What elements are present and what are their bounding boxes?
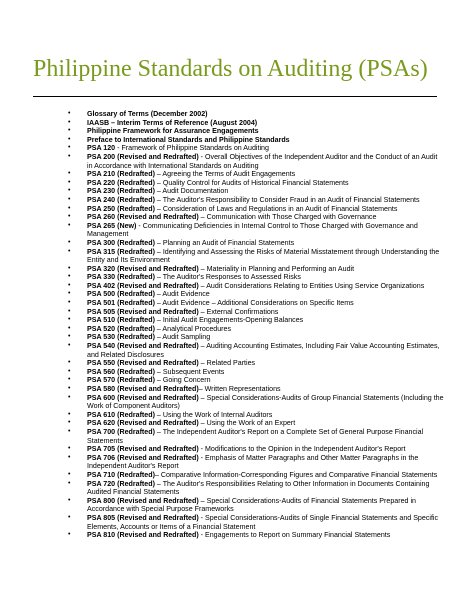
bullet-icon: • [68,118,71,126]
list-item [0,445,474,454]
bullet-icon: • [68,445,71,453]
list-item [0,325,474,334]
standard-code: PSA 120 [87,144,116,153]
bullet-icon: • [68,427,71,435]
standard-code: PSA 210 (Redrafted) [87,170,155,179]
standard-code: PSA 810 (Revised and Redrafted) [87,531,199,540]
standard-title: – The Independent Auditor's Report on a Complete Set of General Purpose Financial Statements [87,427,424,445]
standard-title: – The Auditor's Responsibility to Consider Fraud in an Audit of Financial Statements [154,195,420,204]
list-item [0,136,474,145]
list-item [0,222,474,239]
list-item [0,265,474,274]
list-item [0,411,474,420]
standard-title: – Audit Evidence – Additional Considerations on Specific Items [154,299,354,308]
standard-title: – Consideration of Laws and Regulations in an Audit of Financial Statements [154,204,398,213]
standard-code: PSA 700 (Redrafted) [87,427,155,436]
bullet-icon: • [68,419,71,427]
title-divider [33,96,437,97]
list-item [0,428,474,445]
standard-title: - Communicating Deficiencies in Internal Control to Those Charged with Governance and Management [87,221,418,239]
list-item [0,170,474,179]
standard-title: – Special Considerations-Audits of Financial Statements Prepared in Accordance with Special Purpose Frameworks [87,496,416,514]
list-item [0,110,474,119]
bullet-icon: • [68,247,71,255]
standard-code: PSA 320 (Revised and Redrafted) [87,264,199,273]
standard-title: – External Confirmations [198,307,279,316]
standard-code: PSA 580 (Revised and Redrafted) [87,385,199,393]
standard-code: PSA 315 (Redrafted) [87,247,155,256]
standard-code: PSA 300 (Redrafted) [87,238,155,247]
list-item [0,308,474,317]
bullet-icon: • [68,393,71,401]
standard-code: PSA 402 (Revised and Redrafted) [87,281,199,290]
standard-title: – Analytical Procedures [154,324,232,333]
standard-code: PSA 250 (Redrafted) [87,204,155,213]
bullet-icon: • [68,110,71,117]
list-item [0,282,474,291]
bullet-icon: • [68,479,71,487]
standard-code: PSA 805 (Revised and Redrafted) [87,513,199,522]
standard-title: – Subsequent Events [154,367,225,376]
bullet-icon: • [68,170,71,178]
list-item [0,144,474,153]
bullet-icon: • [68,187,71,195]
list-item [0,514,474,531]
bullet-icon: • [68,513,71,521]
standard-code: PSA 265 (New) [87,221,137,230]
standard-code: PSA 570 (Redrafted) [87,376,155,385]
standard-code: PSA 706 (Revised and Redrafted) [87,453,199,462]
standard-title: – The Auditor's Responses to Assessed Risks [154,273,301,282]
standard-code: PSA 610 (Redrafted) [87,410,155,419]
list-item [0,376,474,385]
bullet-icon: • [68,531,71,539]
bullet-icon: • [68,264,71,272]
standard-code: PSA 530 (Redrafted) [87,333,155,342]
standard-title: - Overall Objectives of the Independent Auditor and the Conduct of an Audit in Accordance with International Standards on Auditing [87,152,438,170]
standard-code: IAASB – Interim Terms of Reference (August 2004) [87,118,258,127]
bullet-icon: • [68,376,71,384]
bullet-icon: • [68,410,71,418]
bullet-icon: • [68,213,71,221]
standard-title: – Identifying and Assessing the Risks of Material Misstatement through Understanding the Entity and Its Environment [87,247,440,265]
standard-title: – Materiality in Planning and Performing an Audit [198,264,355,273]
list-item [0,299,474,308]
bullet-icon: • [68,359,71,367]
list-item [0,153,474,170]
standard-code: PSA 200 (Revised and Redrafted) [87,152,199,161]
list-item [0,333,474,342]
list-item [0,368,474,377]
list-item [0,196,474,205]
standard-title: – Auditing Accounting Estimates, Including Fair Value Accounting Estimates, and Related Disclosures [87,342,440,359]
standard-code: PSA 720 (Redrafted) [87,479,155,488]
standard-code: PSA 220 (Redrafted) [87,178,155,187]
standard-code: PSA 260 (Revised and Redrafted) [87,213,199,222]
bullet-icon: • [68,238,71,246]
list-item [0,119,474,128]
bullet-icon: • [68,333,71,341]
standard-title: – Agreeing the Terms of Audit Engagements [154,170,296,179]
standard-code: PSA 600 (Revised and Redrafted) [87,393,199,402]
standard-code: PSA 330 (Redrafted) [87,273,155,282]
bullet-icon: • [68,342,71,350]
bullet-icon: • [68,152,71,160]
standard-title: – Special Considerations-Audits of Group Financial Statements (Including the Work of Component Auditors) [87,393,444,411]
list-item [0,248,474,265]
bullet-icon: • [68,144,71,152]
standards-list [0,110,474,540]
bullet-icon: • [68,470,71,478]
list-item [0,316,474,325]
standard-code: PSA 620 (Revised and Redrafted) [87,419,199,428]
standard-code: PSA 520 (Redrafted) [87,324,155,333]
standard-code: PSA 705 (Revised and Redrafted) [87,445,199,454]
bullet-icon: • [68,290,71,298]
bullet-icon: • [68,307,71,315]
page-title: Philippine Standards on Auditing (PSAs) [33,56,428,82]
list-item [0,359,474,368]
bullet-icon: • [68,496,71,504]
standard-code: PSA 500 (Redrafted) [87,290,155,299]
bullet-icon: • [68,324,71,332]
list-item [0,480,474,497]
standard-title: - Modifications to the Opinion in the Independent Auditor's Report [198,445,406,454]
standard-title: – Initial Audit Engagements-Opening Balances [154,316,304,325]
bullet-icon: • [68,367,71,375]
list-item [0,394,474,411]
standard-code: PSA 560 (Redrafted) [87,367,155,376]
list-item [0,471,474,480]
standard-title: – Audit Considerations Relating to Entities Using Service Organizations [198,281,425,290]
bullet-icon: • [68,281,71,289]
standard-title: – Communication with Those Charged with Governance [198,213,377,222]
standard-code: PSA 505 (Revised and Redrafted) [87,307,199,316]
list-item [0,239,474,248]
standard-title: – Going Concern [154,376,211,385]
list-item [0,497,474,514]
list-item [0,342,474,359]
bullet-icon: • [68,221,71,229]
standard-code: Preface to International Standards and Philippine Standards [87,135,290,144]
standard-code: PSA 230 (Redrafted) [87,187,155,196]
standard-code: PSA 710 (Redrafted) [87,470,155,479]
standard-title: – Audit Sampling [154,333,211,342]
bullet-icon: • [68,178,71,186]
bullet-icon: • [68,273,71,281]
list-item [0,127,474,136]
bullet-icon: • [68,195,71,203]
standard-title: – The Auditor's Responsibilities Relating to Other Information in Documents Containing Audited Financial Statements [87,479,430,497]
standard-title: - Emphasis of Matter Paragraphs and Other Matter Paragraphs in the Independent Auditor's Report [87,453,419,471]
standard-code: PSA 501 (Redrafted) [87,299,155,308]
bullet-icon: • [68,385,71,392]
bullet-icon: • [68,127,71,135]
list-item [0,273,474,282]
list-item [0,205,474,214]
bullet-icon: • [68,204,71,212]
standard-title: – Planning an Audit of Financial Statements [154,238,295,247]
list-item [0,531,474,540]
standard-title: - Engagements to Report on Summary Financial Statements [198,531,391,540]
standard-code: PSA 550 (Revised and Redrafted) [87,359,199,368]
list-item [0,290,474,299]
standard-title: – Audit Evidence [154,290,210,299]
standard-title: – Written Representations [198,385,281,393]
list-item [0,213,474,222]
list-item [0,187,474,196]
standard-title: - Framework of Philippine Standards on Auditing [115,144,269,153]
standard-code: Philippine Framework for Assurance Engagements [87,127,259,136]
standard-code: PSA 240 (Redrafted) [87,195,155,204]
standard-code: PSA 540 (Revised and Redrafted) [87,342,199,351]
standard-title: – Related Parties [198,359,256,368]
standard-title: – Using the Work of Internal Auditors [154,410,273,419]
standard-title: - Special Considerations-Audits of Single Financial Statements and Specific Elements, Accounts or Items of a Financial Statement [87,513,439,531]
bullet-icon: • [68,135,71,143]
list-item [0,385,474,394]
standard-title: – Comparative Information-Corresponding Figures and Comparative Financial Statements [154,470,438,479]
bullet-icon: • [68,316,71,324]
standard-code: Glossary of Terms (December 2002) [87,110,208,118]
bullet-icon: • [68,453,71,461]
list-item [0,179,474,188]
standard-title: – Quality Control for Audits of Historical Financial Statements [154,178,349,187]
bullet-icon: • [68,299,71,307]
list-item [0,419,474,428]
standard-title: – Using the Work of an Expert [198,419,296,428]
list-item [0,454,474,471]
standard-code: PSA 800 (Revised and Redrafted) [87,496,199,505]
standard-title: – Audit Documentation [154,187,229,196]
standard-code: PSA 510 (Redrafted) [87,316,155,325]
